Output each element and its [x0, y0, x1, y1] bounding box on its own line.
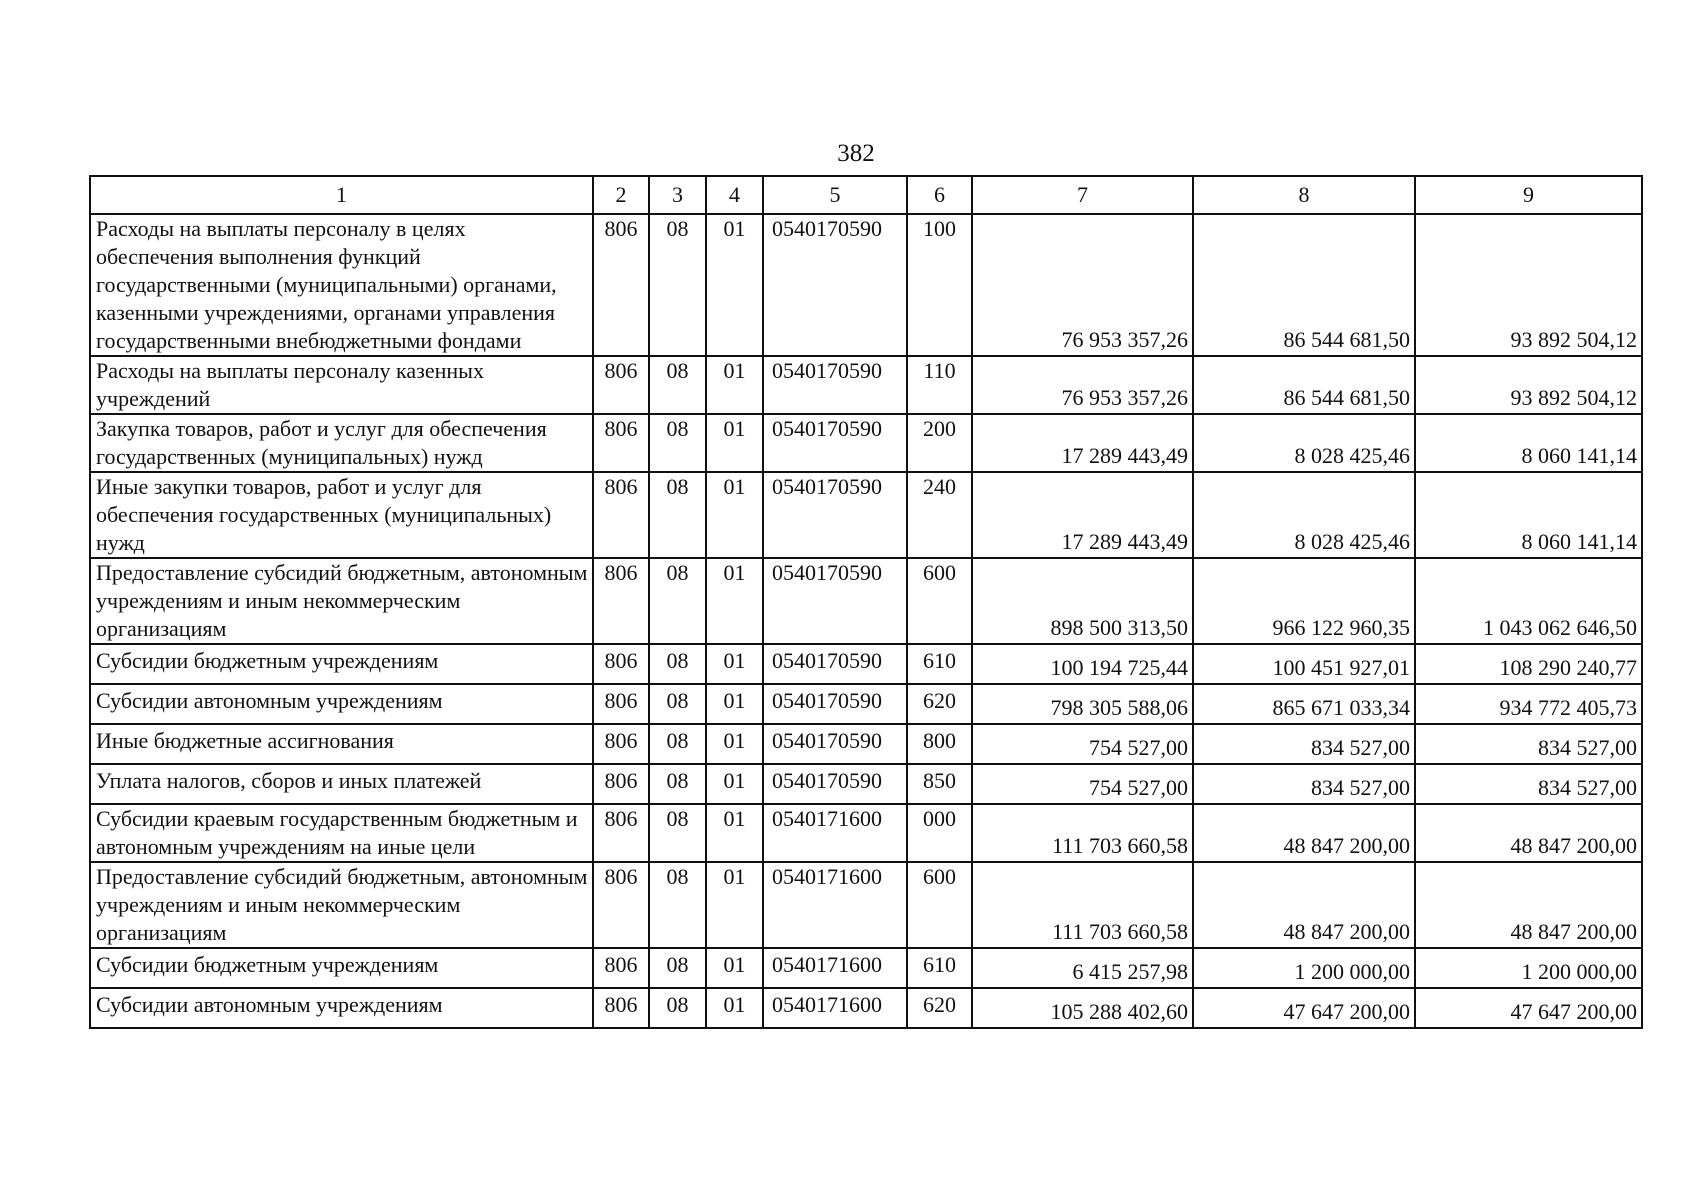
row-name: Субсидии бюджетным учреждениям	[90, 644, 593, 684]
cell-c4: 01	[706, 804, 763, 862]
cell-c4: 01	[706, 472, 763, 558]
cell-c3: 08	[649, 414, 706, 472]
cell-c9: 934 772 405,73	[1415, 684, 1642, 724]
table-row	[90, 558, 1642, 644]
table-row	[90, 724, 1642, 764]
row-name: Расходы на выплаты персоналу в целях обеспечения выполнения функций государственными (муниципальными) органами, казенными учреждениями, органами управления государственными внебюджетными фондами	[90, 214, 593, 356]
cell-c4: 01	[706, 558, 763, 644]
cell-c4: 01	[706, 684, 763, 724]
cell-c5: 0540170590	[763, 724, 907, 764]
cell-c3: 08	[649, 356, 706, 414]
cell-c2: 806	[593, 764, 649, 804]
cell-c4: 01	[706, 414, 763, 472]
cell-c2: 806	[593, 804, 649, 862]
cell-c9: 8 060 141,14	[1415, 414, 1642, 472]
cell-c7: 100 194 725,44	[972, 644, 1193, 684]
table-row	[90, 644, 1642, 684]
cell-c5: 0540170590	[763, 764, 907, 804]
column-header: 3	[649, 176, 706, 214]
row-name: Предоставление субсидий бюджетным, автономным учреждениям и иным некоммерческим организациям	[90, 558, 593, 644]
cell-c2: 806	[593, 862, 649, 948]
cell-c7: 754 527,00	[972, 764, 1193, 804]
cell-c2: 806	[593, 724, 649, 764]
cell-c7: 6 415 257,98	[972, 948, 1193, 988]
cell-c2: 806	[593, 472, 649, 558]
cell-c5: 0540170590	[763, 558, 907, 644]
cell-c2: 806	[593, 214, 649, 356]
cell-c6: 100	[907, 214, 972, 356]
cell-c6: 110	[907, 356, 972, 414]
cell-c5: 0540171600	[763, 804, 907, 862]
cell-c9: 48 847 200,00	[1415, 862, 1642, 948]
cell-c6: 620	[907, 684, 972, 724]
cell-c7: 754 527,00	[972, 724, 1193, 764]
cell-c8: 1 200 000,00	[1193, 948, 1415, 988]
row-name: Иные закупки товаров, работ и услуг для обеспечения государственных (муниципальных) нужд	[90, 472, 593, 558]
cell-c9: 1 200 000,00	[1415, 948, 1642, 988]
cell-c4: 01	[706, 724, 763, 764]
cell-c6: 600	[907, 862, 972, 948]
cell-c3: 08	[649, 948, 706, 988]
row-name: Закупка товаров, работ и услуг для обеспечения государственных (муниципальных) нужд	[90, 414, 593, 472]
cell-c8: 48 847 200,00	[1193, 862, 1415, 948]
cell-c6: 610	[907, 948, 972, 988]
cell-c7: 76 953 357,26	[972, 356, 1193, 414]
cell-c3: 08	[649, 764, 706, 804]
cell-c8: 48 847 200,00	[1193, 804, 1415, 862]
row-name: Субсидии автономным учреждениям	[90, 988, 593, 1028]
cell-c3: 08	[649, 472, 706, 558]
cell-c5: 0540170590	[763, 472, 907, 558]
column-header: 7	[972, 176, 1193, 214]
cell-c5: 0540170590	[763, 214, 907, 356]
cell-c7: 76 953 357,26	[972, 214, 1193, 356]
column-header: 4	[706, 176, 763, 214]
table-row	[90, 684, 1642, 724]
row-name: Субсидии автономным учреждениям	[90, 684, 593, 724]
cell-c2: 806	[593, 644, 649, 684]
table-row	[90, 356, 1642, 414]
cell-c9: 8 060 141,14	[1415, 472, 1642, 558]
cell-c9: 834 527,00	[1415, 724, 1642, 764]
row-name: Субсидии бюджетным учреждениям	[90, 948, 593, 988]
cell-c7: 798 305 588,06	[972, 684, 1193, 724]
cell-c8: 100 451 927,01	[1193, 644, 1415, 684]
cell-c3: 08	[649, 804, 706, 862]
cell-c8: 834 527,00	[1193, 724, 1415, 764]
cell-c2: 806	[593, 948, 649, 988]
cell-c9: 93 892 504,12	[1415, 214, 1642, 356]
cell-c9: 93 892 504,12	[1415, 356, 1642, 414]
cell-c4: 01	[706, 214, 763, 356]
column-header: 5	[763, 176, 907, 214]
cell-c3: 08	[649, 724, 706, 764]
column-header: 6	[907, 176, 972, 214]
cell-c8: 865 671 033,34	[1193, 684, 1415, 724]
table-row	[90, 214, 1642, 356]
cell-c6: 620	[907, 988, 972, 1028]
row-name: Предоставление субсидий бюджетным, автономным учреждениям и иным некоммерческим организациям	[90, 862, 593, 948]
cell-c6: 200	[907, 414, 972, 472]
cell-c8: 8 028 425,46	[1193, 472, 1415, 558]
table-row	[90, 472, 1642, 558]
cell-c8: 8 028 425,46	[1193, 414, 1415, 472]
table-row	[90, 764, 1642, 804]
cell-c6: 240	[907, 472, 972, 558]
cell-c4: 01	[706, 644, 763, 684]
cell-c7: 898 500 313,50	[972, 558, 1193, 644]
cell-c9: 108 290 240,77	[1415, 644, 1642, 684]
cell-c8: 86 544 681,50	[1193, 356, 1415, 414]
cell-c9: 47 647 200,00	[1415, 988, 1642, 1028]
row-name: Субсидии краевым государственным бюджетным и автономным учреждениям на иные цели	[90, 804, 593, 862]
cell-c5: 0540170590	[763, 684, 907, 724]
cell-c6: 600	[907, 558, 972, 644]
cell-c3: 08	[649, 644, 706, 684]
column-header: 1	[90, 176, 593, 214]
column-header: 9	[1415, 176, 1642, 214]
cell-c6: 800	[907, 724, 972, 764]
cell-c4: 01	[706, 356, 763, 414]
budget-table	[89, 175, 1643, 1029]
cell-c5: 0540171600	[763, 862, 907, 948]
cell-c7: 17 289 443,49	[972, 414, 1193, 472]
column-header: 2	[593, 176, 649, 214]
table-row	[90, 948, 1642, 988]
cell-c8: 966 122 960,35	[1193, 558, 1415, 644]
column-header: 8	[1193, 176, 1415, 214]
page-number: 382	[837, 140, 875, 167]
cell-c5: 0540170590	[763, 644, 907, 684]
header-row	[90, 176, 1642, 214]
cell-c8: 47 647 200,00	[1193, 988, 1415, 1028]
cell-c3: 08	[649, 214, 706, 356]
table-row	[90, 414, 1642, 472]
cell-c2: 806	[593, 558, 649, 644]
cell-c3: 08	[649, 988, 706, 1028]
cell-c8: 86 544 681,50	[1193, 214, 1415, 356]
cell-c2: 806	[593, 684, 649, 724]
row-name: Иные бюджетные ассигнования	[90, 724, 593, 764]
cell-c5: 0540171600	[763, 988, 907, 1028]
cell-c9: 834 527,00	[1415, 764, 1642, 804]
cell-c6: 000	[907, 804, 972, 862]
cell-c8: 834 527,00	[1193, 764, 1415, 804]
cell-c7: 17 289 443,49	[972, 472, 1193, 558]
row-name: Уплата налогов, сборов и иных платежей	[90, 764, 593, 804]
cell-c9: 48 847 200,00	[1415, 804, 1642, 862]
table-row	[90, 862, 1642, 948]
cell-c5: 0540171600	[763, 948, 907, 988]
cell-c5: 0540170590	[763, 414, 907, 472]
cell-c4: 01	[706, 764, 763, 804]
cell-c2: 806	[593, 988, 649, 1028]
cell-c3: 08	[649, 684, 706, 724]
cell-c4: 01	[706, 948, 763, 988]
cell-c3: 08	[649, 862, 706, 948]
table-row	[90, 988, 1642, 1028]
cell-c9: 1 043 062 646,50	[1415, 558, 1642, 644]
cell-c7: 111 703 660,58	[972, 804, 1193, 862]
cell-c2: 806	[593, 414, 649, 472]
cell-c7: 105 288 402,60	[972, 988, 1193, 1028]
cell-c3: 08	[649, 558, 706, 644]
row-name: Расходы на выплаты персоналу казенных учреждений	[90, 356, 593, 414]
cell-c4: 01	[706, 988, 763, 1028]
cell-c2: 806	[593, 356, 649, 414]
table-row	[90, 804, 1642, 862]
cell-c4: 01	[706, 862, 763, 948]
cell-c6: 610	[907, 644, 972, 684]
cell-c5: 0540170590	[763, 356, 907, 414]
cell-c7: 111 703 660,58	[972, 862, 1193, 948]
cell-c6: 850	[907, 764, 972, 804]
